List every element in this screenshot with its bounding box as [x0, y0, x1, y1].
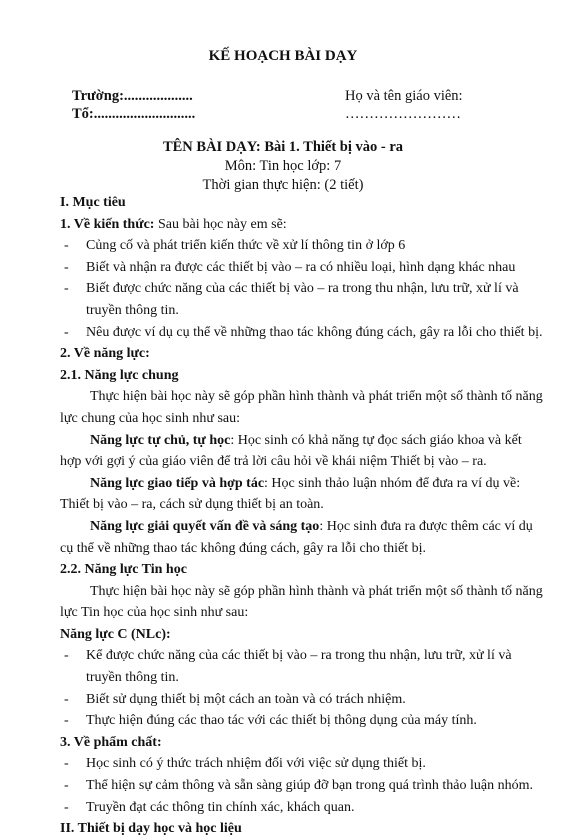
- list-item: [60, 235, 512, 257]
- section-objectives: I. Mục tiêu: [60, 195, 126, 210]
- school-label: Trường:: [72, 88, 124, 104]
- school-field: [72, 88, 193, 105]
- lesson-duration: Thời gian thực hiện: (2 tiết): [202, 177, 364, 193]
- dash-bullet: -: [64, 799, 69, 815]
- dash-bullet: -: [64, 756, 69, 772]
- list-item: [60, 753, 512, 775]
- list-item-text: Thực hiện đúng các thao tác với các thiết bị thông dụng của máy tính.: [86, 713, 477, 729]
- knowledge-intro: Sau bài học này em sẽ:: [154, 216, 287, 232]
- lesson-title: TÊN BÀI DẠY: Bài 1. Thiết bị vào - ra: [162, 139, 404, 155]
- list-item: [60, 645, 512, 688]
- communication-line2: Thiết bị vào – ra, cách sử dụng thiết bị an toàn.: [60, 497, 324, 513]
- problem-solving-text: : Học sinh đưa ra được thêm các ví dụ: [319, 518, 533, 534]
- communication-line1: [60, 473, 521, 495]
- nlc-heading: Năng lực C (NLc):: [60, 626, 171, 642]
- it-intro-line2: lực Tin học của học sinh như sau:: [60, 605, 249, 621]
- teacher-label: Họ và tên giáo viên:: [345, 88, 463, 104]
- teacher-field: [345, 88, 463, 105]
- list-item-text: Biết sử dụng thiết bị một cách an toàn và có trách nhiệm.: [86, 691, 406, 707]
- section-equipment: II. Thiết bị dạy học và học liệu: [60, 821, 242, 837]
- dash-bullet: -: [64, 281, 69, 297]
- communication-label: Năng lực giao tiếp và hợp tác: [90, 475, 265, 491]
- problem-solving-label: Năng lực giải quyết vấn đề và sáng tạo: [90, 518, 320, 534]
- dash-bullet: -: [64, 713, 69, 729]
- self-study-line2: hợp với gợi ý của giáo viên để trả lời câu hỏi về khái niệm Thiết bị vào – ra.: [60, 454, 487, 470]
- it-competence-heading: 2.2. Năng lực Tin học: [60, 562, 187, 578]
- list-item-text-cont: truyền thông tin.: [86, 670, 179, 686]
- list-item: [60, 257, 516, 279]
- document-title: KẾ HOẠCH BÀI DẠY: [208, 48, 358, 64]
- self-study-line1: [60, 430, 522, 452]
- section-qualities: 3. Về phẩm chất:: [60, 734, 162, 750]
- list-item-text: Truyền đạt các thông tin chính xác, khách quan.: [86, 799, 355, 815]
- list-item-text: Củng cố và phát triển kiến thức về xử lí thông tin ở lớp 6: [86, 238, 406, 254]
- section-competence: 2. Về năng lực:: [60, 346, 150, 362]
- dash-bullet: -: [64, 259, 69, 275]
- team-dots: ............................: [93, 106, 196, 122]
- list-item-text: Kể được chức năng của các thiết bị vào – ra trong thu nhận, lưu trữ, xử lí và: [86, 648, 512, 664]
- dash-bullet: -: [64, 691, 69, 707]
- communication-text: : Học sinh thảo luận nhóm để đưa ra ví dụ về:: [264, 475, 521, 491]
- school-dots: ...................: [123, 88, 193, 104]
- dash-bullet: -: [64, 238, 69, 254]
- team-field: [72, 106, 195, 123]
- list-item-text: Nêu được ví dụ cụ thể về những thao tác không đúng cách, gây ra lỗi cho thiết bị.: [86, 324, 543, 340]
- general-intro-line2: lực chung của học sinh như sau:: [60, 410, 241, 426]
- lesson-subject: Môn: Tin học lớp: 7: [224, 158, 342, 174]
- self-study-text: : Học sinh có khả năng tự đọc sách giáo khoa và kết: [230, 432, 522, 448]
- list-item-text: Thể hiện sự cảm thông và sẵn sàng giúp đỡ bạn trong quá trình thảo luận nhóm.: [86, 778, 533, 794]
- general-intro-line1: Thực hiện bài học này sẽ góp phần hình thành và phát triển một số thành tố năng: [90, 389, 543, 405]
- list-item: [60, 775, 533, 797]
- it-intro-line1: Thực hiện bài học này sẽ góp phần hình thành và phát triển một số thành tố năng: [90, 583, 543, 599]
- list-item: [60, 689, 512, 711]
- document-body: [60, 192, 543, 840]
- dash-bullet: -: [64, 778, 69, 794]
- list-item-text: Học sinh có ý thức trách nhiệm đối với việc sử dụng thiết bị.: [86, 756, 426, 772]
- list-item-text: Biết và nhận ra được các thiết bị vào – ra có nhiều loại, hình dạng khác nhau: [86, 259, 516, 275]
- problem-solving-line1: [60, 516, 533, 538]
- team-label: Tổ:: [72, 106, 94, 122]
- general-competence-heading: 2.1. Năng lực chung: [60, 367, 179, 383]
- dash-bullet: -: [64, 324, 69, 340]
- knowledge-heading: [60, 214, 512, 236]
- teacher-dots: ……………………: [345, 106, 461, 122]
- problem-solving-line2: cụ thể về những thao tác không đúng cách, gây ra lỗi cho thiết bị.: [60, 540, 427, 556]
- list-item: [60, 322, 543, 344]
- knowledge-label: 1. Về kiến thức:: [60, 216, 155, 232]
- list-item-text-cont: truyền thông tin.: [86, 302, 179, 318]
- self-study-label: Năng lực tự chủ, tự học: [90, 432, 231, 448]
- dash-bullet: -: [64, 648, 69, 664]
- list-item: [60, 710, 512, 732]
- list-item: [60, 278, 519, 321]
- list-item-text: Biết được chức năng của các thiết bị vào – ra trong thu nhận, lưu trữ, xử lí và: [86, 281, 519, 297]
